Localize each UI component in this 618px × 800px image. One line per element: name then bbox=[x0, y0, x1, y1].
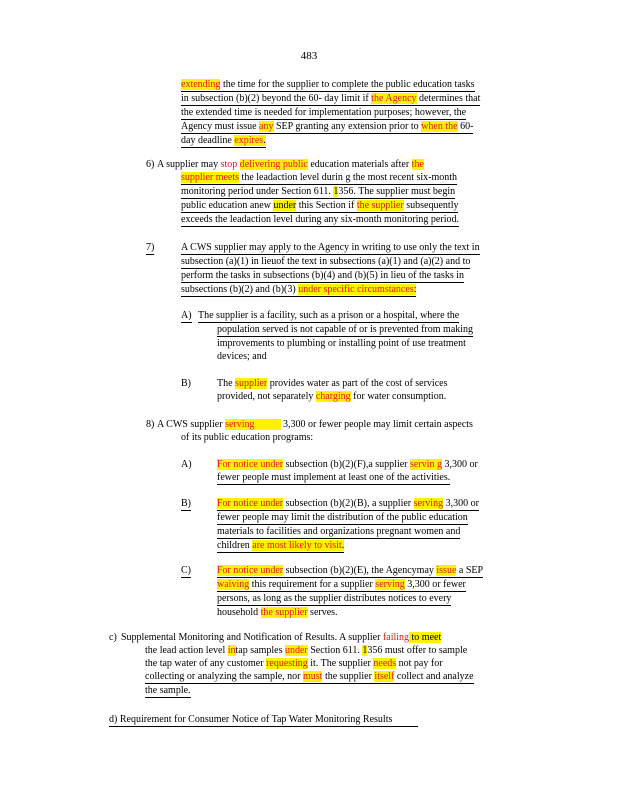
paragraph-d bbox=[109, 713, 489, 727]
paragraph-6 bbox=[157, 158, 517, 227]
paragraph-label: A) bbox=[181, 459, 192, 470]
text-line: persons, as long as the supplier distributes notices to every bbox=[217, 593, 452, 604]
text-line: waiving this requirement for a supplier serving 3,300 or fewer bbox=[217, 579, 466, 590]
text-line: For notice under subsection (b)(2)(E), the Agencymay issue a SEP bbox=[217, 565, 484, 576]
paragraph-label: C) bbox=[181, 565, 191, 576]
text-line: materials to facilities and organizations pregnant women and bbox=[217, 526, 461, 537]
text-line: provided, not separately charging for water consumption. bbox=[217, 391, 447, 402]
paragraph-7 bbox=[181, 241, 546, 297]
paragraph-label: 6) bbox=[146, 159, 155, 170]
text-line: the sample. bbox=[145, 685, 191, 696]
paragraph-8a bbox=[217, 458, 537, 485]
text-line: For notice under subsection (b)(2)(F),a supplier servin g 3,300 or bbox=[217, 459, 478, 470]
paragraph-label: B) bbox=[181, 498, 191, 509]
text-line: population served is not capable of or is prevented from making bbox=[217, 324, 474, 335]
section-heading: d) Requirement for Consumer Notice of Tap Water Monitoring Results bbox=[109, 713, 489, 727]
text-line: devices; and bbox=[217, 351, 267, 362]
text-line: day deadline expires. bbox=[181, 135, 266, 146]
paragraph-8 bbox=[157, 418, 537, 444]
paragraph-8b bbox=[217, 497, 537, 553]
text-line: the lead action level intap samples under Section 611. 1356 must offer to sample bbox=[145, 645, 468, 656]
text-line: exceeds the leadaction level during any six-month monitoring period. bbox=[181, 214, 459, 225]
paragraph-label: 8) bbox=[146, 419, 155, 430]
text-line: For notice under subsection (b)(2)(B), a supplier serving 3,300 or bbox=[217, 498, 479, 509]
text-line: Agency must issue any SEP granting any extension prior to when the 60- bbox=[181, 121, 474, 132]
paragraph-label: 7) bbox=[146, 242, 155, 253]
text-line: fewer people may limit the distribution of the public education bbox=[217, 512, 468, 523]
text-line: The supplier is a facility, such as a prison or a hospital, where the bbox=[198, 310, 460, 321]
paragraph-label: A) bbox=[181, 310, 192, 321]
text-line: public education anew under this Section if the supplier subsequently bbox=[181, 200, 459, 211]
paragraph-extension bbox=[181, 78, 541, 148]
text-line: the extended time is needed for implementation purposes; however, the bbox=[181, 107, 467, 118]
paragraph-8c bbox=[217, 564, 537, 619]
text-line: Supplemental Monitoring and Notification of Results. A supplier failing to meet bbox=[121, 632, 442, 643]
text-line: subsections (b)(2) and (b)(3) under specific circumstances: bbox=[181, 284, 417, 295]
page-number: 483 bbox=[300, 50, 318, 62]
paragraph-label: B) bbox=[181, 378, 191, 389]
text-line: improvements to plumbing or installing point of use treatment bbox=[217, 338, 466, 349]
text-line: fewer people must implement at least one of the activities. bbox=[217, 472, 451, 483]
text-line: of its public education programs: bbox=[181, 432, 314, 443]
text-line: in subsection (b)(2) beyond the 60- day limit if the Agency determines that bbox=[181, 93, 481, 104]
text-line: supplier meets the leadaction level durin g the most recent six-month bbox=[181, 172, 458, 183]
paragraph-label: c) bbox=[109, 632, 117, 643]
text-line: A CWS supplier serving 3,300 or fewer people may limit certain aspects bbox=[157, 419, 473, 430]
text-line: household the supplier serves. bbox=[217, 607, 338, 618]
text-line: subsection (a)(1) in lieuof the text in subsections (a)(1) and (a)(2) and to bbox=[181, 256, 471, 267]
text-line: the tap water of any customer requesting it. The supplier needs not pay for bbox=[145, 658, 443, 669]
text-line: A supplier may stop delivering public education materials after the bbox=[157, 159, 424, 170]
text-line: perform the tasks in subsections (b)(4) and (b)(5) in lieu of the tasks in bbox=[181, 270, 464, 281]
text-line: children are most likely to visit. bbox=[217, 540, 345, 551]
paragraph-7b bbox=[217, 377, 537, 403]
paragraph-c bbox=[121, 631, 541, 698]
text-line: extending the time for the supplier to complete the public education tasks bbox=[181, 79, 475, 90]
text-line: A CWS supplier may apply to the Agency in writing to use only the text in bbox=[181, 242, 480, 253]
text-line: The supplier provides water as part of the cost of services bbox=[217, 378, 448, 389]
text-line: collecting or analyzing the sample, nor must the supplier itself collect and analyze bbox=[145, 671, 474, 682]
text-line: monitoring period under Section 611. 1356. The supplier must begin bbox=[181, 186, 456, 197]
paragraph-7a bbox=[198, 309, 538, 363]
